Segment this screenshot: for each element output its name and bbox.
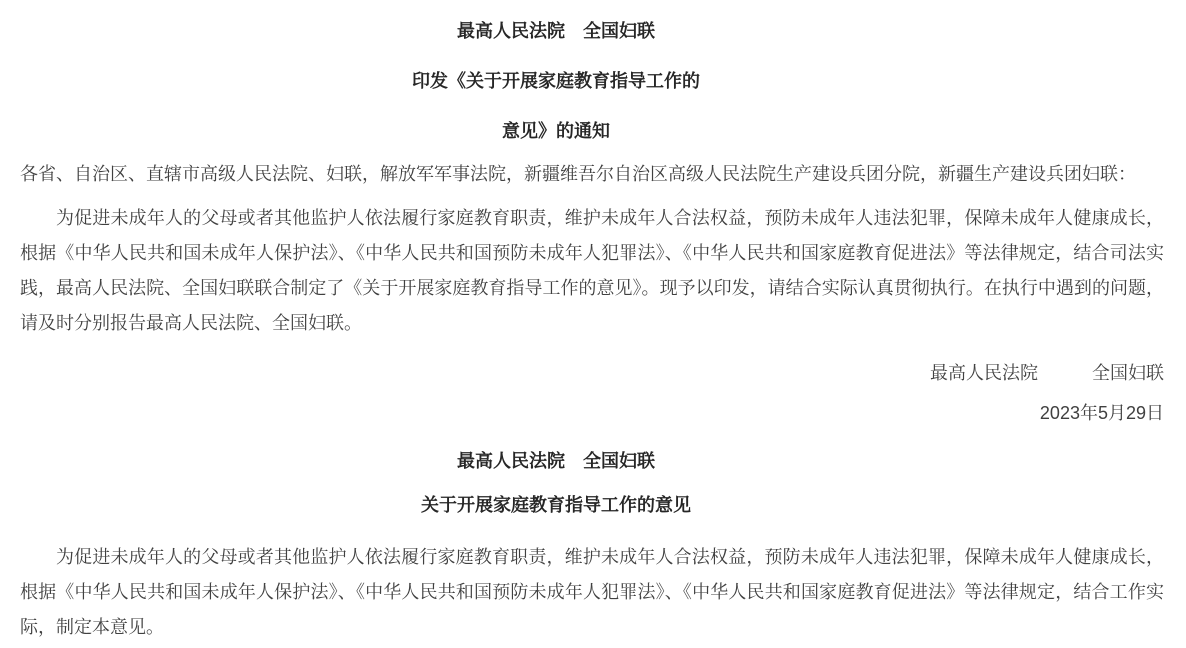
notice-title — [20, 6, 1092, 156]
notice-title-line-1: 最高人民法院 全国妇联 — [457, 21, 655, 41]
notice-body-paragraph: 为促进未成年人的父母或者其他监护人依法履行家庭教育职责，维护未成年人合法权益，预防未成年人违法犯罪，保障未成年人健康成长，根据《中华人民共和国未成年人保护法》、《中华人民共和国预防未成年人犯罪法》、《中华人民共和国家庭教育促进法》等法律规定，结合司法实践，最高人民法院、全国妇联联合制定了《关于开展家庭教育指导工作的意见》。现予以印发，请结合实际认真贯彻执行。在执行中遇到的问题，请及时分别报告最高人民法院、全国妇联。 — [20, 208, 1164, 333]
opinion-title-line-1: 最高人民法院 全国妇联 — [457, 451, 655, 471]
opinion-title — [20, 439, 1092, 527]
notice-title-line-2: 印发《关于开展家庭教育指导工作的 — [412, 71, 700, 91]
notice-salutation: 各省、自治区、直辖市高级人民法院、妇联，解放军军事法院，新疆维吾尔自治区高级人民法院生产建设兵团分院，新疆生产建设兵团妇联： — [20, 164, 1136, 184]
notice-title-line-3: 意见》的通知 — [502, 121, 610, 141]
opinion-title-line-2: 关于开展家庭教育指导工作的意见 — [421, 495, 691, 515]
opinion-body-paragraph: 为促进未成年人的父母或者其他监护人依法履行家庭教育职责，维护未成年人合法权益，预防未成年人违法犯罪，保障未成年人健康成长，根据《中华人民共和国未成年人保护法》、《中华人民共和国预防未成年人犯罪法》、《中华人民共和国家庭教育促进法》等法律规定，结合工作实际，制定本意见。 — [20, 547, 1164, 637]
notice-date: 2023年5月29日 — [1039, 403, 1164, 423]
notice-signature: 最高人民法院 全国妇联 — [930, 363, 1164, 383]
